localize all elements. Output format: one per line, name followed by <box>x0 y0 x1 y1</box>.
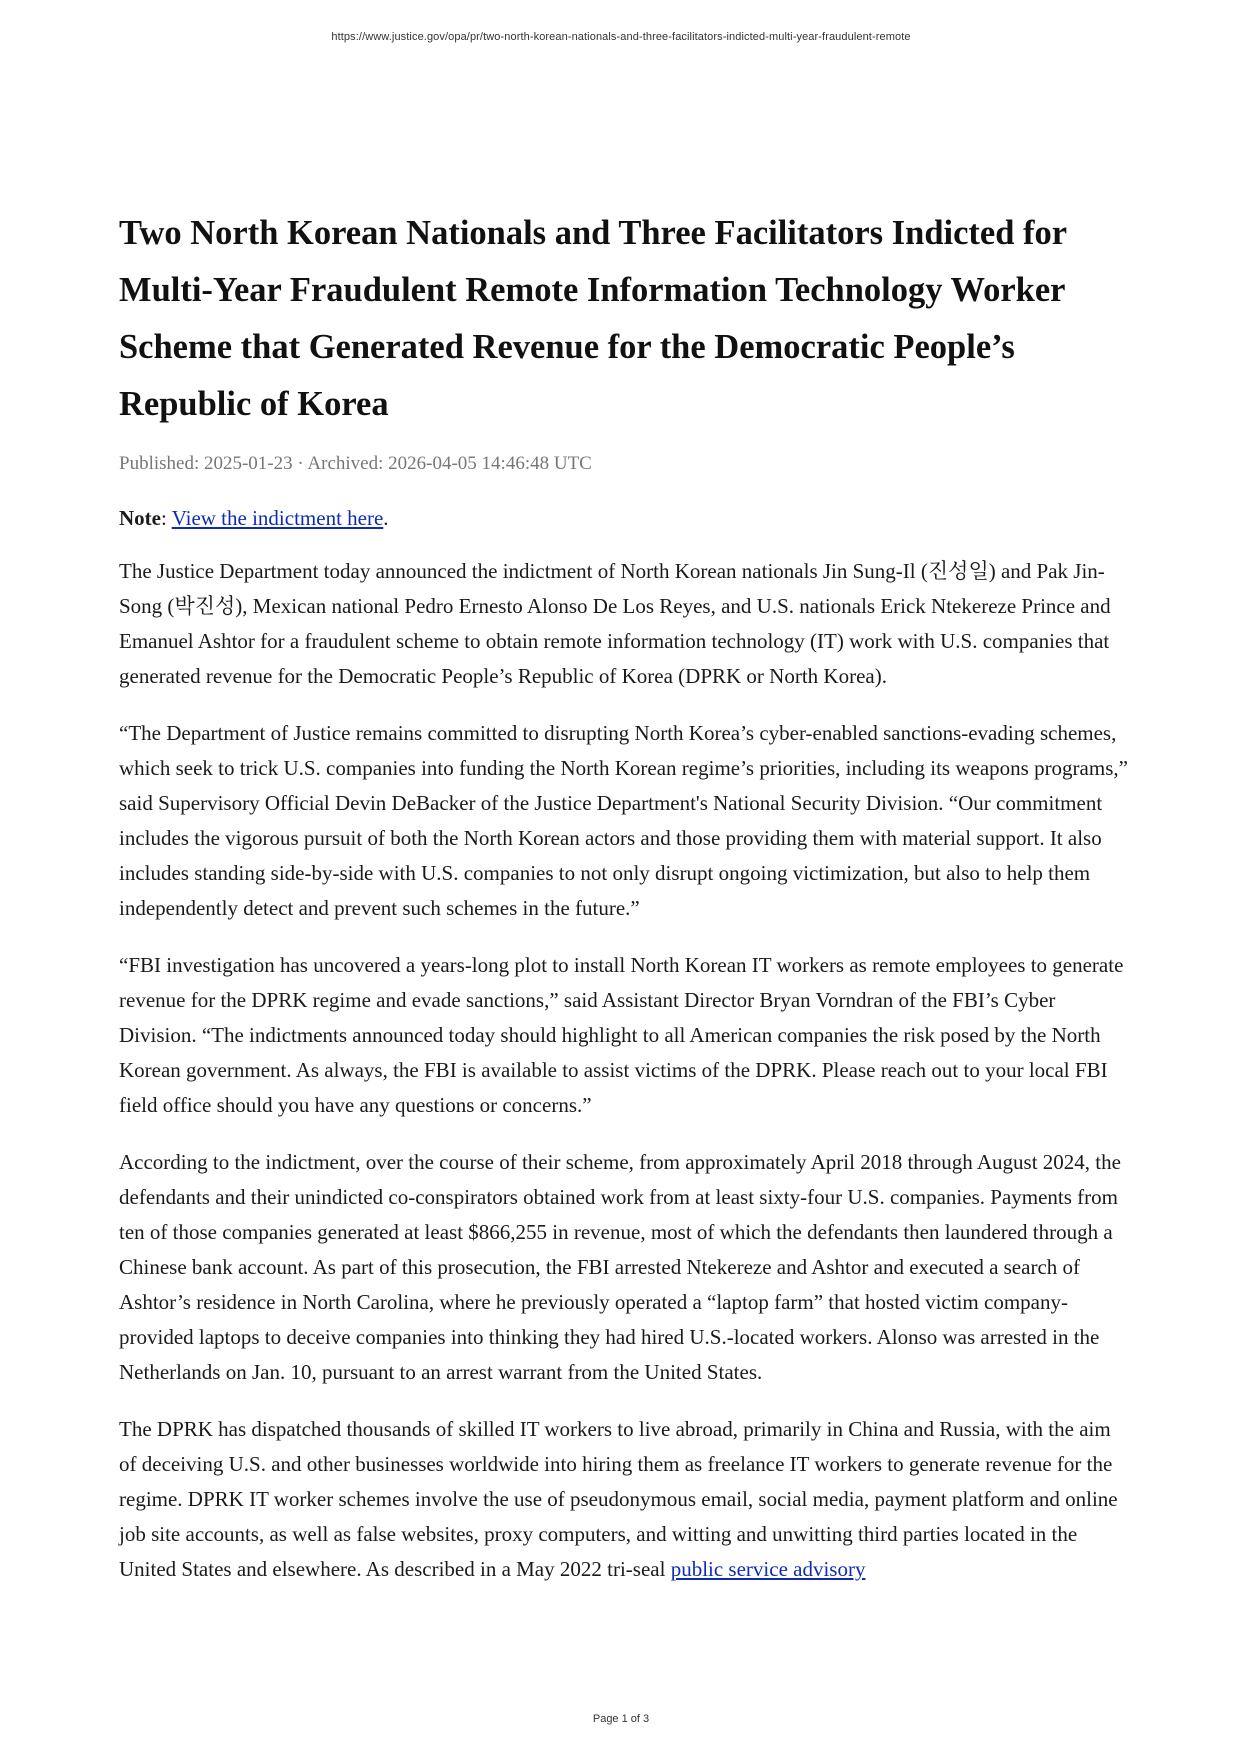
page-url-header: https://www.justice.gov/opa/pr/two-north-korean-nationals-and-three-facilitators-indicted-multi-year-fraudulent-remote <box>331 31 911 43</box>
paragraph-indictment-details: According to the indictment, over the course of their scheme, from approximately April 2018 through August 2024, the defendants and their unindicted co-conspirators obtained work from at least sixty-four U.S. companies. Payments from ten of those companies generated at least $866,255 in revenue, most of which the defendants then laundered through a Chinese bank account. As part of this prosecution, the FBI arrested Ntekereze and Ashtor and executed a search of Ashtor’s residence in North Carolina, where he previously operated a “laptop farm” that hosted victim company-provided laptops to deceive companies into thinking they had hired U.S.-located workers. Alonso was arrested in the Netherlands on Jan. 10, pursuant to an arrest warrant from the United States. <box>119 1150 1121 1384</box>
paragraph-dprk-it-workers <box>119 1412 1129 1587</box>
paragraph-dprk-text: The DPRK has dispatched thousands of skilled IT workers to live abroad, primarily in China and Russia, with the aim of deceiving U.S. and other businesses worldwide into hiring them as freelance IT workers to generate revenue for the regime. DPRK IT worker schemes involve the use of pseudonymous email, social media, payment platform and online job site accounts, as well as false websites, proxy computers, and witting and unwitting third parties located in the United States and elsewhere. As described in a May 2022 tri-seal <box>119 1417 1118 1581</box>
note-line <box>119 506 1129 530</box>
indictment-link[interactable]: View the indictment here <box>171 506 384 530</box>
note-label: Note <box>119 506 161 530</box>
note-trailing: . <box>383 506 389 530</box>
paragraph-fbi-quote: “FBI investigation has uncovered a years-long plot to install North Korean IT workers as remote employees to generate revenue for the DPRK regime and evade sanctions,” said Assistant Director Bryan Vorndran of the FBI’s Cyber Division. “The indictments announced today should highlight to all American companies the risk posed by the North Korean government. As always, the FBI is available to assist victims of the DPRK. Please reach out to your local FBI field office should you have any questions or concerns.” <box>119 953 1124 1117</box>
page-number: Page 1 of 3 <box>592 1713 650 1725</box>
article-title: Two North Korean Nationals and Three Facilitators Indicted for Multi-Year Fraudulent Remote Information Technology Worker Scheme that Generated Revenue for the Democratic People’s Republic of Korea <box>119 214 1067 423</box>
publish-meta: Published: 2025-01-23 · Archived: 2026-04-05 14:46:48 UTC <box>119 453 592 474</box>
public-service-advisory-link[interactable]: public service advisory <box>670 1557 866 1581</box>
note-separator: : <box>160 506 172 530</box>
article <box>119 205 1129 1587</box>
paragraph-doj-quote: “The Department of Justice remains committed to disrupting North Korea’s cyber-enabled sanctions-evading schemes, which seek to trick U.S. companies into funding the North Korean regime’s priorities, including its weapons programs,” said Supervisory Official Devin DeBacker of the Justice Department's National Security Division. “Our commitment includes the vigorous pursuit of both the North Korean actors and those providing them with material support. It also includes standing side-by-side with U.S. companies to not only disrupt ongoing victimization, but also to help them independently detect and prevent such schemes in the future.” <box>119 721 1128 920</box>
paragraph-announcement: The Justice Department today announced the indictment of North Korean nationals Jin Sung-Il (진성일) and Pak Jin-Song (박진성), Mexican national Pedro Ernesto Alonso De Los Reyes, and U.S. nationals Erick Ntekereze Prince and Emanuel Ashtor for a fraudulent scheme to obtain remote information technology (IT) work with U.S. companies that generated revenue for the Democratic People’s Republic of Korea (DPRK or North Korea). <box>119 559 1111 688</box>
